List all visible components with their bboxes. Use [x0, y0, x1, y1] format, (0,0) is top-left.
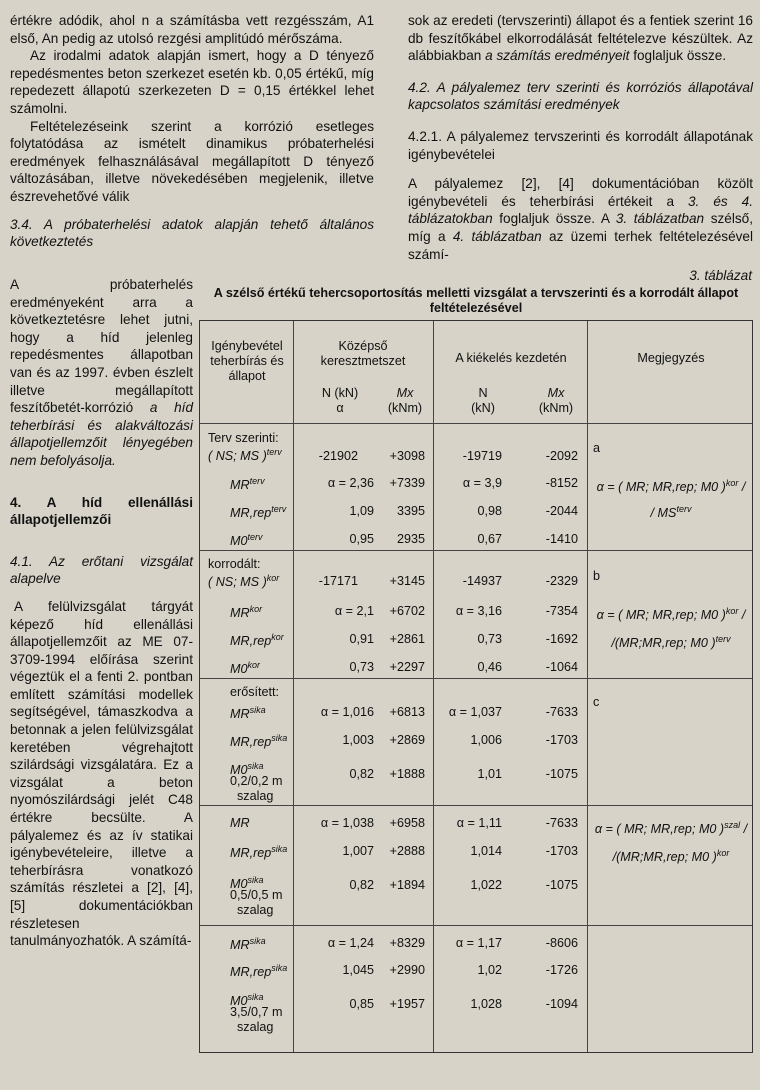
right-column-top — [408, 12, 753, 263]
reinforcement-type: szalag — [237, 789, 274, 803]
cell: 0,91 — [349, 632, 374, 646]
note-formula: /(MR;MR,rep; M0 )$^{terv}$ — [611, 634, 731, 651]
row-divider — [200, 678, 752, 679]
cell: +3098 — [389, 449, 425, 463]
paragraph: Az irodalmi adatok alapján ismert, hogy a D tényező repedésmentes beton szerkezet esetén kb. 0,05 értékű, míg repedezett állapotú szerkezeten D = 0,15 értékkel lehet számolni. — [10, 48, 374, 116]
table-title: A szélső értékű tehercsoportosítás melletti vizsgálat a tervszerinti és a korrodált állapot feltételezésével — [213, 286, 739, 315]
row-divider — [200, 423, 752, 424]
group-label: Terv szerinti: — [208, 431, 279, 445]
symbol-mr: $MR^{sika}$ — [230, 705, 266, 722]
cell: α = 2,36 — [327, 476, 374, 490]
cell: +7339 — [389, 476, 425, 490]
cell: 0,82 — [349, 878, 374, 892]
note-marker: c — [593, 695, 600, 709]
header-middle-section: Középső keresztmetszet — [320, 339, 406, 368]
header-state: Igénybevétel teherbírás és állapot — [210, 339, 284, 383]
cell: 1,028 — [470, 997, 502, 1011]
cell: 0,73 — [477, 632, 502, 646]
symbol-mr: $MR^{sika}$ — [230, 936, 266, 953]
cell: -1703 — [545, 844, 578, 858]
note-formula: α = ( MR; MR,rep; M0 )$^{kor}$ / — [596, 478, 746, 495]
header-unit: (kNm) — [387, 401, 423, 415]
symbol-m0: $M0^{sika}$ — [230, 761, 264, 778]
section-heading-3-4: 3.4. A próbaterhelési adatok alapján tehető általános következtetés — [10, 216, 374, 250]
cell: 0,46 — [477, 660, 502, 674]
paragraph: sok az eredeti (tervszerinti) állapot és a fentiek szerint 16 db feszítőkábel elkorrodálását feltételezve készültek. Az alábbiakban a számítás eredményeit foglaljuk össze. — [408, 13, 753, 64]
cell: +3145 — [389, 574, 425, 588]
cell: +1957 — [389, 997, 425, 1011]
paragraph: értékre adódik, ahol n a számításba vett rezgésszám, A1 első, An pedig az utolsó rezgési amplitúdó mérőszáma. — [10, 13, 374, 46]
cell: 1,02 — [477, 963, 502, 977]
cell: 0,67 — [477, 532, 502, 546]
cell: -7354 — [545, 604, 578, 618]
cell: +6958 — [389, 816, 425, 830]
cell: +2990 — [389, 963, 425, 977]
reinforcement-size: 0,2/0,2 m — [230, 774, 283, 788]
cell: +2861 — [389, 632, 425, 646]
cell: +8329 — [389, 936, 425, 950]
cell: 1,003 — [342, 733, 374, 747]
header-mx: Mx — [547, 386, 565, 400]
section-heading-4-2-1: 4.2.1. A pályalemez tervszerinti és korrodált állapotának igénybevételei — [408, 128, 753, 162]
symbol-mr: MR — [230, 816, 250, 830]
paragraph: A pályalemez [2], [4] dokumentációban közölt igénybevételi és teherbírási értékeit a 3. és 4. táblázatokban foglaljuk össze. A 3. táblázatban szélső, míg a 4. táblázatban az üzemi terhek feltételezésével számí- — [408, 176, 754, 262]
cell: -7633 — [545, 816, 578, 830]
cell: +1888 — [389, 767, 425, 781]
cell: α = 1,016 — [320, 705, 374, 719]
section-heading-4: 4. A híd ellenállási állapotjellemzői — [10, 494, 193, 528]
cell: +6702 — [389, 604, 425, 618]
cell: -8152 — [545, 476, 578, 490]
cell: α = 1,17 — [455, 936, 502, 950]
left-column-top — [10, 12, 374, 251]
note-marker: b — [593, 569, 601, 583]
cell: -19719 — [462, 449, 502, 463]
header-n: N — [478, 386, 488, 400]
header-haunch-start: A kiékelés kezdetén — [455, 351, 567, 365]
data-table — [199, 320, 753, 1053]
cell: 2935 — [396, 532, 425, 546]
row-divider — [200, 805, 752, 806]
column-divider — [433, 321, 434, 1052]
cell: +2888 — [389, 844, 425, 858]
cell: 1,006 — [470, 733, 502, 747]
header-unit: (kNm) — [538, 401, 574, 415]
cell: 0,85 — [349, 997, 374, 1011]
group-sub: ( NS; MS )$^{terv}$ — [208, 447, 282, 464]
cell: -2044 — [545, 504, 578, 518]
header-note: Megjegyzés — [637, 351, 705, 365]
group-sub: ( NS; MS )$^{kor}$ — [208, 573, 280, 590]
cell: 1,022 — [470, 878, 502, 892]
symbol-mr: $MR^{terv}$ — [230, 476, 265, 493]
paragraph: A felülvizsgálat tárgyát képező híd ellenállási állapotjellemzőit az ME 07-3709-1994 előírása szerint végeztük el a fenti 2. pontban említett számítási modellek segítségével, támaszkodva a betonnak a jelen felülvizsgálat keretében végrehajtott szilárdsági vizsgálatára. Ez a vizsgálat a beton nyomószilárdsági jelét C48 értékre becsülte. A pályalemez és az ív statikai igénybevételeire, illetve a teherbírásra vonatkozó számítás részletei a [2], [4], [5] dokumentációkban részletesen tanulmányozhatók. A számítá- — [10, 598, 193, 949]
cell: 1,014 — [470, 844, 502, 858]
reinforcement-type: szalag — [237, 1020, 274, 1034]
note-marker: a — [593, 441, 601, 455]
cell: -21902 — [318, 449, 358, 463]
symbol-mrrep: MR,rep$^{kor}$ — [230, 632, 284, 649]
reinforcement-type: szalag — [237, 903, 274, 917]
cell: +2297 — [389, 660, 425, 674]
cell: +1894 — [389, 878, 425, 892]
cell: 1,007 — [342, 844, 374, 858]
symbol-m0: $M0^{sika}$ — [230, 992, 264, 1009]
cell: -1726 — [545, 963, 578, 977]
reinforcement-size: 3,5/0,7 m — [230, 1005, 283, 1019]
symbol-mr: $MR^{kor}$ — [230, 604, 263, 621]
symbol-m0: $M0^{terv}$ — [230, 532, 263, 549]
note-formula: α = ( MR; MR,rep; M0 )$^{szal}$ / — [594, 820, 748, 837]
symbol-mrrep: MR,rep$^{sika}$ — [230, 733, 288, 750]
cell: -2329 — [545, 574, 578, 588]
symbol-mrrep: MR,rep$^{terv}$ — [230, 504, 287, 521]
cell: α = 3,16 — [455, 604, 502, 618]
cell: α = 1,038 — [320, 816, 374, 830]
cell: α = 2,1 — [334, 604, 374, 618]
cell: -14937 — [462, 574, 502, 588]
cell: +6813 — [389, 705, 425, 719]
column-divider — [587, 321, 588, 1052]
note-formula: / $MS^{terv}$ — [650, 504, 692, 521]
group-label: korrodált: — [208, 557, 261, 571]
cell: -1410 — [545, 532, 578, 546]
note-formula: /(MR;MR,rep; M0 )$^{kor}$ — [612, 848, 730, 865]
symbol-mrrep: MR,rep$^{sika}$ — [230, 844, 288, 861]
cell: α = 1,11 — [456, 816, 502, 830]
cell: 3395 — [396, 504, 425, 518]
row-divider — [200, 550, 752, 551]
cell: -1703 — [545, 733, 578, 747]
reinforcement-size: 0,5/0,5 m — [230, 888, 283, 902]
symbol-m0: $M0^{sika}$ — [230, 875, 264, 892]
header-alpha: α — [336, 401, 344, 415]
cell: +2869 — [389, 733, 425, 747]
group-label: erősített: — [230, 685, 279, 699]
cell: 1,09 — [349, 504, 374, 518]
cell: -17171 — [318, 574, 358, 588]
cell: -1692 — [545, 632, 578, 646]
cell: 1,045 — [342, 963, 374, 977]
cell: 0,95 — [349, 532, 374, 546]
cell: -8606 — [545, 936, 578, 950]
header-n: N (kN) — [321, 386, 359, 400]
symbol-m0: $M0^{kor}$ — [230, 660, 261, 677]
cell: α = 1,037 — [448, 705, 502, 719]
cell: 1,01 — [477, 767, 502, 781]
cell: -1075 — [545, 767, 578, 781]
cell: α = 1,24 — [327, 936, 374, 950]
paragraph: A próbaterhelés eredményeként arra a következtetésre lehet jutni, hogy a híd jelenleg repedésmentes állapotban van és az 1997. évben észlelt illetve megállapított feszítőbetét-korrózió a híd teherbírási és alakváltozási állapotjellemzőit lényegében nem befolyásolja. — [10, 277, 194, 468]
cell: -1094 — [545, 997, 578, 1011]
cell: 0,73 — [349, 660, 374, 674]
section-heading-4-2: 4.2. A pályalemez terv szerinti és korróziós állapotával kapcsolatos számítási eredmények — [408, 79, 753, 113]
header-unit: (kN) — [471, 401, 495, 415]
section-heading-4-1: 4.1. Az erőtani vizsgálat alapelve — [10, 553, 193, 587]
symbol-mrrep: MR,rep$^{sika}$ — [230, 963, 288, 980]
cell: -7633 — [545, 705, 578, 719]
table-number: 3. táblázat — [689, 268, 752, 283]
cell: 0,82 — [349, 767, 374, 781]
cell: -1075 — [545, 878, 578, 892]
cell: -2092 — [545, 449, 578, 463]
cell: 0,98 — [477, 504, 502, 518]
header-mx: Mx — [396, 386, 414, 400]
column-divider — [293, 321, 294, 1052]
paragraph: Feltételezéseink szerint a korrózió esetleges folytatódása az ismételt dinamikus próbaterhelési eredmények felhasználásával megállapított D tényező változásában, illetve növekedésében megjelenik, illetve észrevehetővé válik — [10, 118, 374, 204]
left-column-narrow — [10, 276, 193, 950]
note-formula: α = ( MR; MR,rep; M0 )$^{kor}$ / — [596, 606, 746, 623]
row-divider — [200, 925, 752, 926]
cell: α = 3,9 — [462, 476, 502, 490]
cell: -1064 — [545, 660, 578, 674]
